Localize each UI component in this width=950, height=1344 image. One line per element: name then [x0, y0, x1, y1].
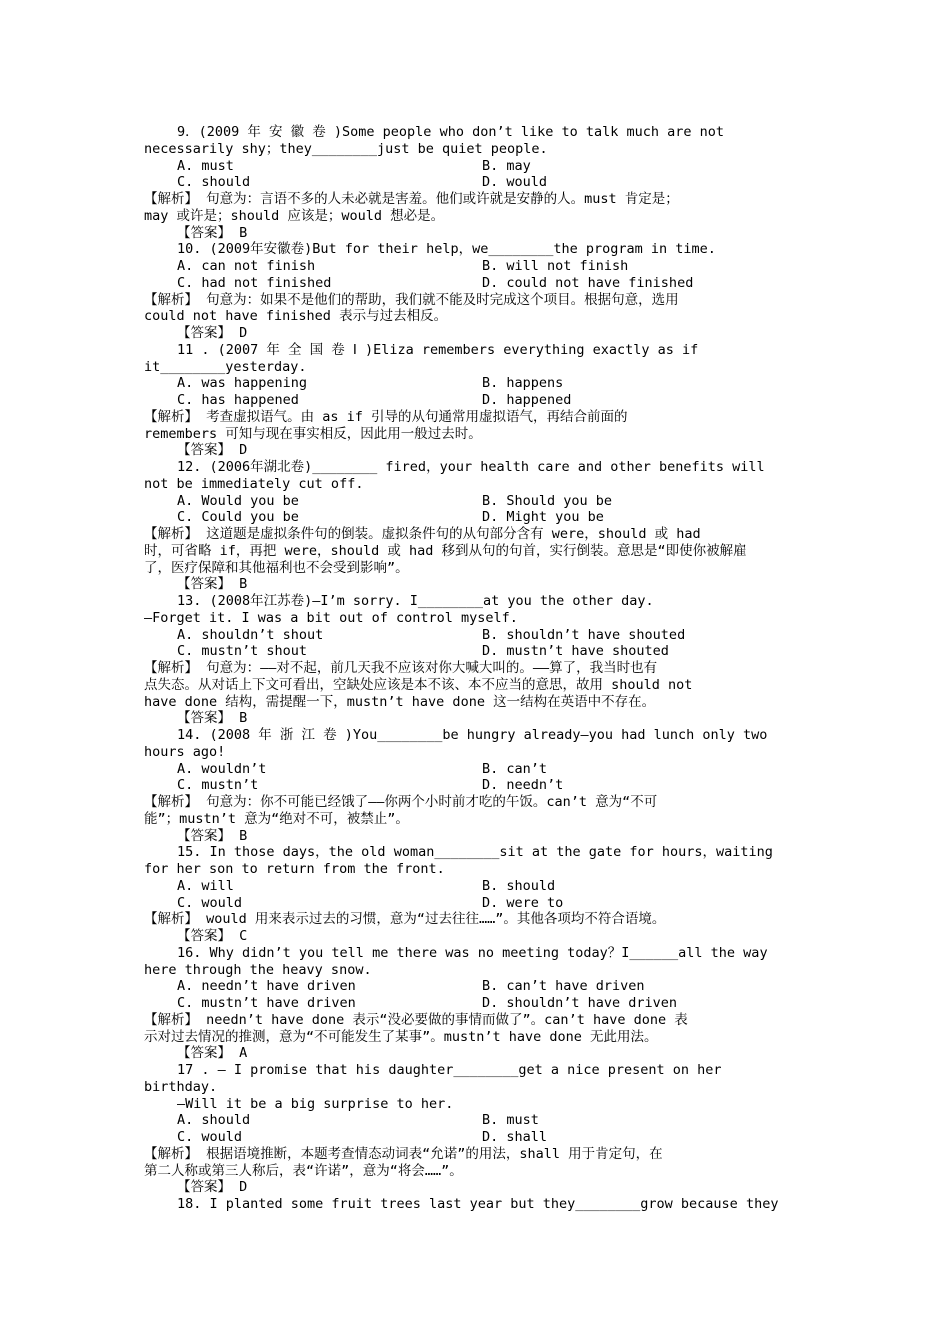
analysis-line: 第二人称或第三人称后，表“许诺”，意为“将会……”。	[144, 1162, 463, 1179]
option-row	[144, 158, 808, 175]
question-stem-line: hours ago!	[144, 743, 226, 760]
option-left: C. would	[177, 1129, 243, 1145]
option-right: B. must	[482, 1112, 539, 1129]
question-stem-line: —Forget it. I was a bit out of control myself.	[144, 609, 518, 626]
option-row	[144, 509, 808, 526]
option-right: D. mustn’t have shouted	[482, 643, 669, 660]
analysis-line: 【解析】 这道题是虚拟条件句的倒装。虚拟条件句的从句部分含有 were，should 或 had	[144, 526, 701, 542]
option-row	[144, 1129, 808, 1146]
analysis-line: 【解析】 would 用来表示过去的习惯，意为“过去往往……”。其他各项均不符合语境。	[144, 911, 666, 928]
analysis-line: 点失态。从对话上下文可看出，空缺处应该是本不该、本不应当的意思，故用 should not	[144, 676, 693, 693]
question-list	[144, 124, 808, 1213]
question-stem-line: 9．(2009 年 安 徽 卷 )Some people who don’t like to talk much are not	[177, 124, 725, 140]
option-left: C. mustn’t shout	[177, 643, 308, 660]
option-row	[144, 258, 808, 275]
option-row	[144, 392, 808, 409]
analysis-line: 了，医疗保障和其他福利也不会受到影响”。	[144, 559, 409, 576]
option-right: B. Should you be	[482, 492, 613, 509]
question-stem-line: 16. Why didn’t you tell me there was no meeting today？I______all the way	[177, 944, 768, 961]
option-left: C. should	[177, 174, 251, 191]
option-row	[144, 978, 808, 995]
question-stem-line: 11 . (2007 年 全 国 卷 Ⅰ )Eliza remembers everything exactly as if	[177, 341, 699, 358]
option-left: A. can not finish	[177, 258, 316, 274]
option-row	[144, 777, 808, 794]
option-left: C. Could you be	[177, 509, 299, 526]
option-row	[144, 895, 808, 912]
option-right: B. happens	[482, 375, 564, 392]
option-left: A. wouldn’t	[177, 760, 267, 777]
option-row	[144, 878, 808, 895]
analysis-line: may 或许是；should 应该是；would 想必是。	[144, 207, 445, 224]
analysis-line: 示对过去情况的推测，意为“不可能发生了某事”。mustn’t have done 无此用法。	[144, 1028, 658, 1045]
option-right: D. shall	[482, 1129, 548, 1145]
question-stem-line: it________yesterday.	[144, 358, 307, 375]
option-right: B. may	[482, 157, 531, 174]
answer-line: 【答案】 D	[177, 1179, 248, 1196]
option-right: D. could not have finished	[482, 274, 694, 291]
option-row	[144, 643, 808, 660]
option-row	[144, 1112, 808, 1129]
option-right: B. will not finish	[482, 258, 629, 274]
question-stem-line: birthday.	[144, 1078, 218, 1095]
analysis-line: 【解析】 needn’t have done 表示“没必要做的事情而做了”。can’t have done 表	[144, 1011, 688, 1028]
answer-line: 【答案】 D	[177, 442, 248, 459]
analysis-line: 【解析】 考查虚拟语气。由 as if 引导的从句通常用虚拟语气，再结合前面的	[144, 408, 628, 425]
option-right: D. would	[482, 174, 548, 191]
option-left: A. needn’t have driven	[177, 978, 356, 995]
option-left: A. must	[177, 157, 234, 174]
question-stem-line: 18. I planted some fruit trees last year but they________grow because they	[177, 1196, 779, 1212]
question-stem-line: 13. (2008年江苏卷)—I’m sorry. I________at you the other day.	[177, 593, 654, 609]
option-row	[144, 275, 808, 292]
option-row	[144, 995, 808, 1012]
question-stem-line: 10. (2009年安徽卷)But for their help，we________the program in time.	[177, 241, 716, 258]
question-stem-line: necessarily shy；they________just be quiet people.	[144, 140, 548, 157]
analysis-line: 时，可省略 if，再把 were，should 或 had 移到从句的句首，实行倒装。意思是“即使你被解雇	[144, 542, 747, 559]
answer-line: 【答案】 B	[177, 576, 248, 593]
option-left: C. had not finished	[177, 274, 332, 291]
analysis-line: 【解析】 句意为：言语不多的人未必就是害羞。他们或许就是安静的人。must 肯定是；	[144, 191, 679, 207]
analysis-line: have done 结构，需提醒一下，mustn’t have done 这一结构在英语中不存在。	[144, 693, 656, 710]
answer-line: 【答案】 D	[177, 325, 248, 341]
analysis-line: 能”；mustn’t 意为“绝对不可，被禁止”。	[144, 810, 409, 827]
option-left: A. will	[177, 877, 234, 894]
option-row	[144, 627, 808, 644]
option-right: B. can’t have driven	[482, 978, 645, 995]
answer-line: 【答案】 B	[177, 827, 248, 844]
question-stem-line: not be immediately cut off.	[144, 475, 364, 492]
option-right: D. happened	[482, 392, 572, 408]
question-stem-line: 17 . — I promise that his daughter________get a nice present on her	[177, 1062, 722, 1078]
analysis-line: 【解析】 句意为：如果不是他们的帮助，我们就不能及时完成这个项目。根据句意，选用	[144, 291, 679, 308]
option-right: B. should	[482, 877, 556, 894]
option-row	[144, 375, 808, 392]
option-left: A. should	[177, 1112, 251, 1129]
answer-line: 【答案】 B	[177, 710, 248, 727]
answer-line: 【答案】 B	[177, 224, 248, 241]
option-left: A. was happening	[177, 375, 308, 392]
analysis-line: 【解析】 句意为：你不可能已经饿了——你两个小时前才吃的午饭。can’t 意为“不可	[144, 794, 658, 810]
option-right: D. Might you be	[482, 509, 604, 526]
option-left: C. has happened	[177, 392, 299, 408]
question-stem-line: for her son to return from the front.	[144, 861, 445, 877]
option-left: A. Would you be	[177, 492, 299, 509]
analysis-line: remembers 可知与现在事实相反，因此用一般过去时。	[144, 425, 482, 442]
analysis-line: could not have finished 表示与过去相反。	[144, 308, 448, 325]
question-stem-line: —Will it be a big surprise to her.	[177, 1095, 454, 1112]
question-stem-line: 15. In those days，the old woman________sit at the gate for hours，waiting	[177, 844, 773, 861]
option-right: D. needn’t	[482, 777, 564, 794]
answer-line: 【答案】 A	[177, 1045, 248, 1062]
analysis-line: 【解析】 句意为：——对不起，前几天我不应该对你大喊大叫的。——算了，我当时也有	[144, 660, 658, 676]
option-row	[144, 493, 808, 510]
option-right: D. shouldn’t have driven	[482, 995, 678, 1011]
question-stem-line: 12. (2006年湖北卷)________ fired，your health care and other benefits will	[177, 459, 765, 475]
option-right: B. can’t	[482, 760, 548, 777]
option-left: A. shouldn’t shout	[177, 626, 324, 643]
question-stem-line: here through the heavy snow.	[144, 961, 372, 978]
option-row	[144, 174, 808, 191]
option-right: B. shouldn’t have shouted	[482, 626, 686, 643]
option-row	[144, 761, 808, 778]
option-right: D. were to	[482, 894, 564, 911]
option-left: C. mustn’t have driven	[177, 995, 356, 1011]
analysis-line: 【解析】 根据语境推断，本题考查情态动词表“允诺”的用法，shall 用于肯定句，在	[144, 1145, 663, 1162]
question-stem-line: 14. (2008 年 浙 江 卷 )You________be hungry already—you had lunch only two	[177, 727, 768, 743]
answer-line: 【答案】 C	[177, 928, 248, 944]
option-left: C. mustn’t	[177, 777, 259, 794]
option-left: C. would	[177, 894, 243, 911]
